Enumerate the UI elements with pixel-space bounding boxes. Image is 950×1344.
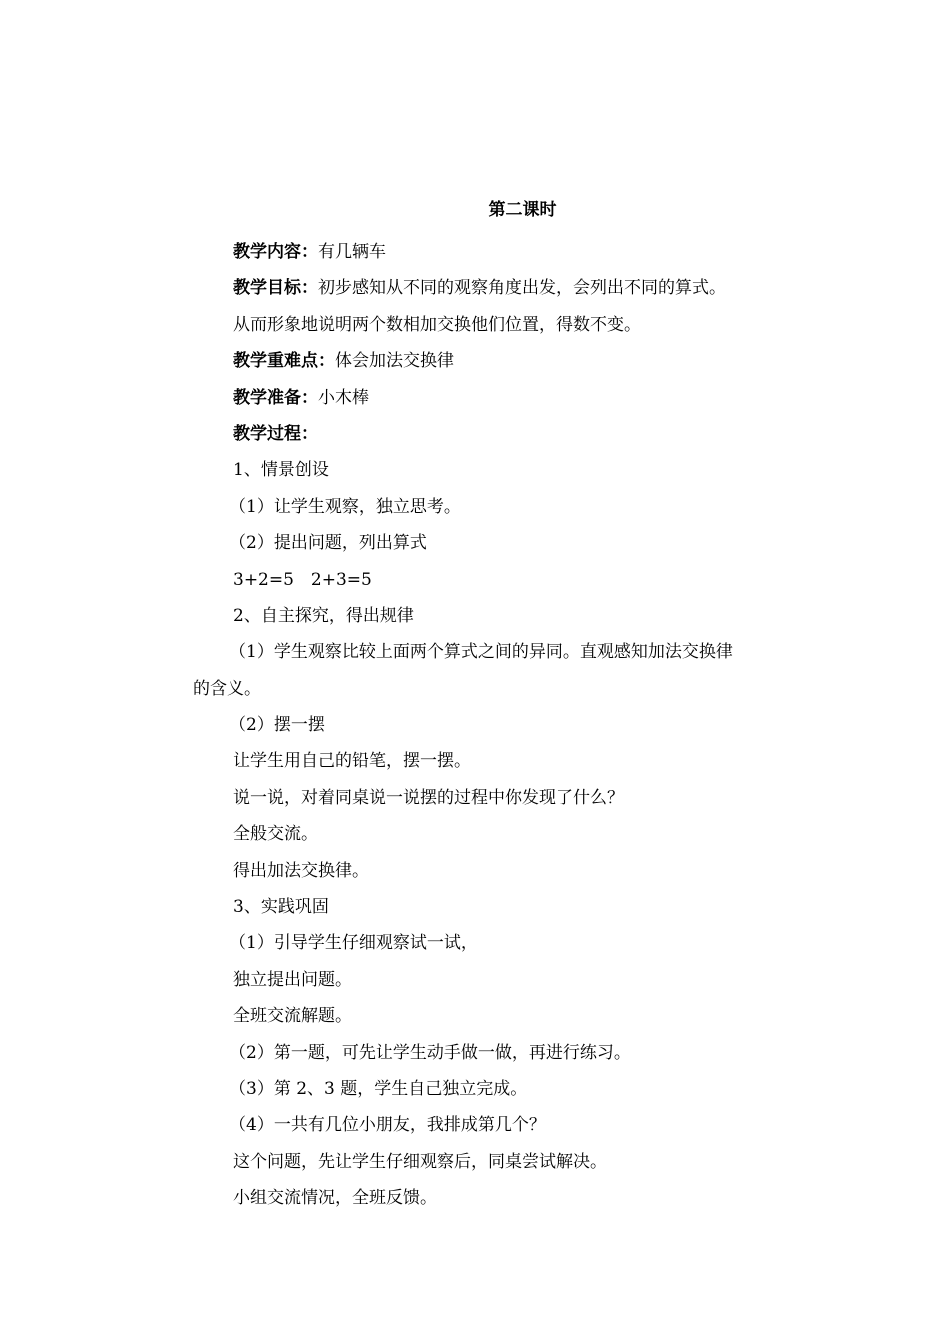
section-3-point-1-line-2: 全班交流解题。	[233, 1006, 352, 1027]
section-1-point-2: （2）提出问题，列出算式	[229, 533, 427, 554]
teaching-prep-line	[193, 380, 813, 416]
section-3-point-4-line-2: 小组交流情况，全班反馈。	[233, 1188, 437, 1209]
teaching-content-value: 有几辆车	[318, 242, 386, 262]
section-2-point-2-line-3: 全般交流。	[233, 824, 318, 845]
teaching-key-label: 教学重难点：	[233, 351, 335, 372]
section-3-point-2: （2）第一题，可先让学生动手做一做，再进行练习。	[229, 1042, 631, 1063]
section-3-point-1: （1）引导学生仔细观察试一试，	[229, 933, 478, 954]
teaching-process-label: 教学过程：	[233, 423, 318, 444]
section-3-title: 3、实践巩固	[233, 897, 329, 918]
teaching-prep-value: 小木棒	[318, 387, 369, 408]
section-2-point-2-line-4: 得出加法交换律。	[233, 860, 369, 881]
section-3-point-3: （3）第 2、3 题，学生自己独立完成。	[229, 1078, 528, 1099]
section-2-point-2-line-1: 让学生用自己的铅笔，摆一摆。	[233, 751, 471, 772]
teaching-prep-label: 教学准备：	[233, 387, 318, 408]
teaching-content-line	[193, 234, 813, 270]
teaching-goal-label: 教学目标：	[233, 278, 318, 299]
teaching-key-line	[193, 343, 813, 379]
section-2-point-2: （2）摆一摆	[229, 715, 325, 736]
section-1-title: 1、情景创设	[233, 460, 329, 481]
section-3-point-1-line-1: 独立提出问题。	[233, 969, 352, 990]
teaching-content-label: 教学内容：	[233, 242, 318, 262]
section-1-formula: 3+2=5 2+3=5	[233, 569, 372, 590]
section-2-point-1-continued: 的含义。	[193, 678, 261, 699]
section-2-point-2-line-2: 说一说，对着同桌说一说摆的过程中你发现了什么？	[233, 787, 624, 808]
page-title: 第二课时	[488, 200, 557, 220]
section-3-point-4: （4）一共有几位小朋友，我排成第几个？	[229, 1115, 546, 1136]
teaching-goal-value: 初步感知从不同的观察角度出发，会列出不同的算式。	[318, 278, 726, 299]
section-3-point-4-line-1: 这个问题，先让学生仔细观察后，同桌尝试解决。	[233, 1151, 607, 1172]
section-2-point-1: （1）学生观察比较上面两个算式之间的异同。直观感知加法交换律	[229, 642, 733, 663]
teaching-goal-line	[193, 270, 813, 306]
teaching-key-value: 体会加法交换律	[335, 351, 454, 372]
section-1-point-1: （1）让学生观察，独立思考。	[229, 496, 461, 517]
teaching-goal-continued: 从而形象地说明两个数相加交换他们位置，得数不变。	[233, 314, 641, 335]
teaching-process-line	[193, 416, 813, 452]
section-2-title: 2、自主探究，得出规律	[233, 605, 414, 626]
document-body	[193, 234, 813, 1217]
